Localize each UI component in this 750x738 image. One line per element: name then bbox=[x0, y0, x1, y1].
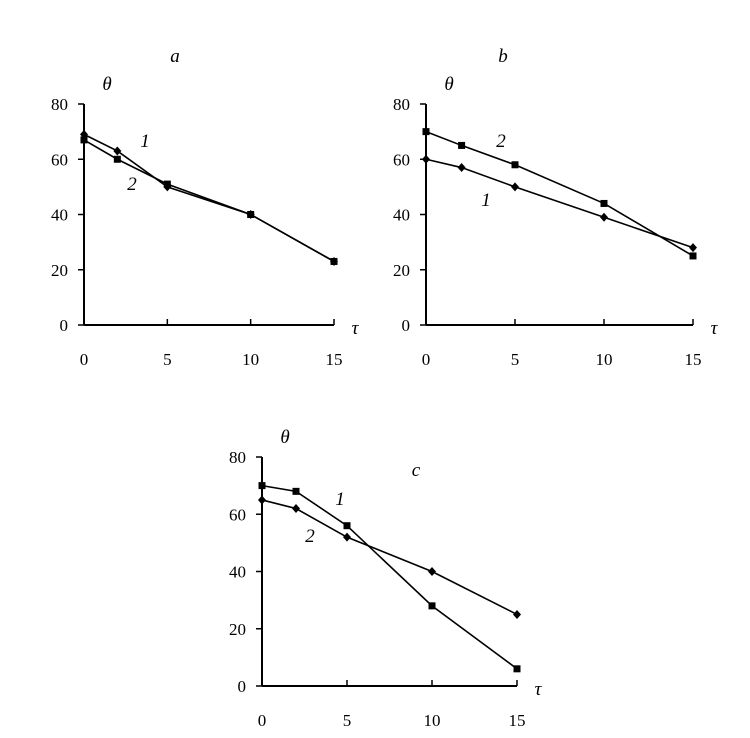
panel-c-y-tick-label: 0 bbox=[237, 677, 246, 696]
panel-b-y-tick-label: 20 bbox=[393, 260, 410, 280]
panel-c-letter: c bbox=[411, 460, 421, 481]
panel-c-y-tick-label: 20 bbox=[229, 619, 246, 639]
panel-a-y-axis-label: θ bbox=[102, 74, 112, 95]
panel-c-series-1-point bbox=[429, 602, 436, 609]
panel-c-x-tick-label: 5 bbox=[342, 711, 352, 730]
panel-a-x-tick-label: 15 bbox=[325, 350, 343, 369]
panel-b-y-tick-label: 40 bbox=[393, 205, 410, 225]
panel-c-y-axis-label: θ bbox=[280, 427, 290, 448]
panel-b-series-2-point bbox=[423, 128, 430, 135]
panel-b-x-tick-label: 0 bbox=[421, 350, 431, 369]
panel-a-y-tick-label: 40 bbox=[51, 205, 68, 225]
panel-b-x-axis-label: τ bbox=[710, 318, 718, 339]
panel-a-series-2-point bbox=[331, 258, 338, 265]
panel-b-series-1-point bbox=[422, 155, 430, 164]
panel-a-y-tick-label: 60 bbox=[51, 150, 68, 170]
panel-b-series-1-point bbox=[511, 182, 519, 191]
panel-a-x-tick-label: 10 bbox=[242, 350, 260, 369]
panel-c-series-2-line bbox=[262, 500, 517, 615]
panel-b-y-tick-label: 60 bbox=[393, 150, 410, 170]
panel-c-x-tick-label: 0 bbox=[257, 711, 267, 730]
panel-b-series-1-point bbox=[689, 243, 697, 252]
panel-b-series-1-point bbox=[600, 213, 608, 222]
panel-a-y-tick-label: 80 bbox=[51, 95, 68, 114]
panel-a-y-tick-label: 20 bbox=[51, 260, 68, 280]
panel-c-series-1-line bbox=[262, 486, 517, 669]
panel-a-x-tick-label: 5 bbox=[163, 350, 172, 369]
panel-b-series-1-line bbox=[426, 159, 693, 247]
panel-b-series-2-point bbox=[690, 252, 697, 259]
panel-c-y-tick-label: 40 bbox=[229, 562, 246, 582]
panel-a-x-axis-label: τ bbox=[351, 318, 359, 339]
panel-c-series-2-point bbox=[292, 504, 300, 513]
panel-c-series-1-point bbox=[259, 482, 266, 489]
panel-a-series-2-point bbox=[164, 181, 171, 188]
panel-a-x-tick-label: 0 bbox=[79, 350, 89, 369]
panel-b-series-2-line bbox=[426, 132, 693, 256]
panel-c-series-1-point bbox=[514, 665, 521, 672]
panel-b-series-1-point bbox=[458, 163, 466, 172]
panel-b-y-axis-label: θ bbox=[444, 74, 454, 95]
panel-c-x-axis-label: τ bbox=[534, 679, 542, 700]
panel-a-letter: a bbox=[170, 46, 180, 67]
panel-c-series-2-point bbox=[513, 610, 521, 619]
panel-c-y-tick-label: 60 bbox=[229, 505, 246, 525]
panel-a-series-2-point bbox=[247, 211, 254, 218]
panel-c-series-1-label: 1 bbox=[335, 489, 345, 510]
panel-c-y-tick-label: 80 bbox=[229, 448, 246, 467]
panel-c-x-tick-label: 15 bbox=[508, 711, 526, 730]
panel-b-series-2-label: 2 bbox=[496, 131, 506, 152]
panel-c-series-2-label: 2 bbox=[305, 526, 315, 547]
panel-c-series-2-point bbox=[343, 533, 351, 542]
panel-c-series-2-point bbox=[428, 567, 436, 576]
panel-c-x-tick-label: 10 bbox=[423, 711, 441, 730]
panel-a-y-tick-label: 0 bbox=[59, 316, 68, 335]
panel-b-x-tick-label: 15 bbox=[684, 350, 702, 369]
panel-a-series-2-label: 2 bbox=[127, 174, 137, 195]
panel-b-series-2-point bbox=[512, 161, 519, 168]
panel-b-series-1-label: 1 bbox=[481, 190, 491, 211]
panel-b-x-tick-label: 5 bbox=[510, 350, 520, 369]
panel-a-series-2-point bbox=[114, 156, 121, 163]
panel-b-y-tick-label: 0 bbox=[401, 316, 410, 335]
panel-b-letter: b bbox=[498, 46, 508, 67]
panel-c-series-1-point bbox=[344, 522, 351, 529]
panel-a-series-1-point bbox=[113, 146, 121, 155]
panel-a-series-1-line bbox=[84, 134, 334, 261]
panel-b-y-tick-label: 80 bbox=[393, 95, 410, 114]
panel-b-series-2-point bbox=[458, 142, 465, 149]
panel-c-series-1-point bbox=[293, 488, 300, 495]
panel-b-series-2-point bbox=[601, 200, 608, 207]
panel-a-series-2-point bbox=[81, 136, 88, 143]
panel-b-x-tick-label: 10 bbox=[595, 350, 613, 369]
panel-c-series-2-point bbox=[258, 495, 266, 504]
panel-a-series-1-label: 1 bbox=[140, 131, 150, 152]
